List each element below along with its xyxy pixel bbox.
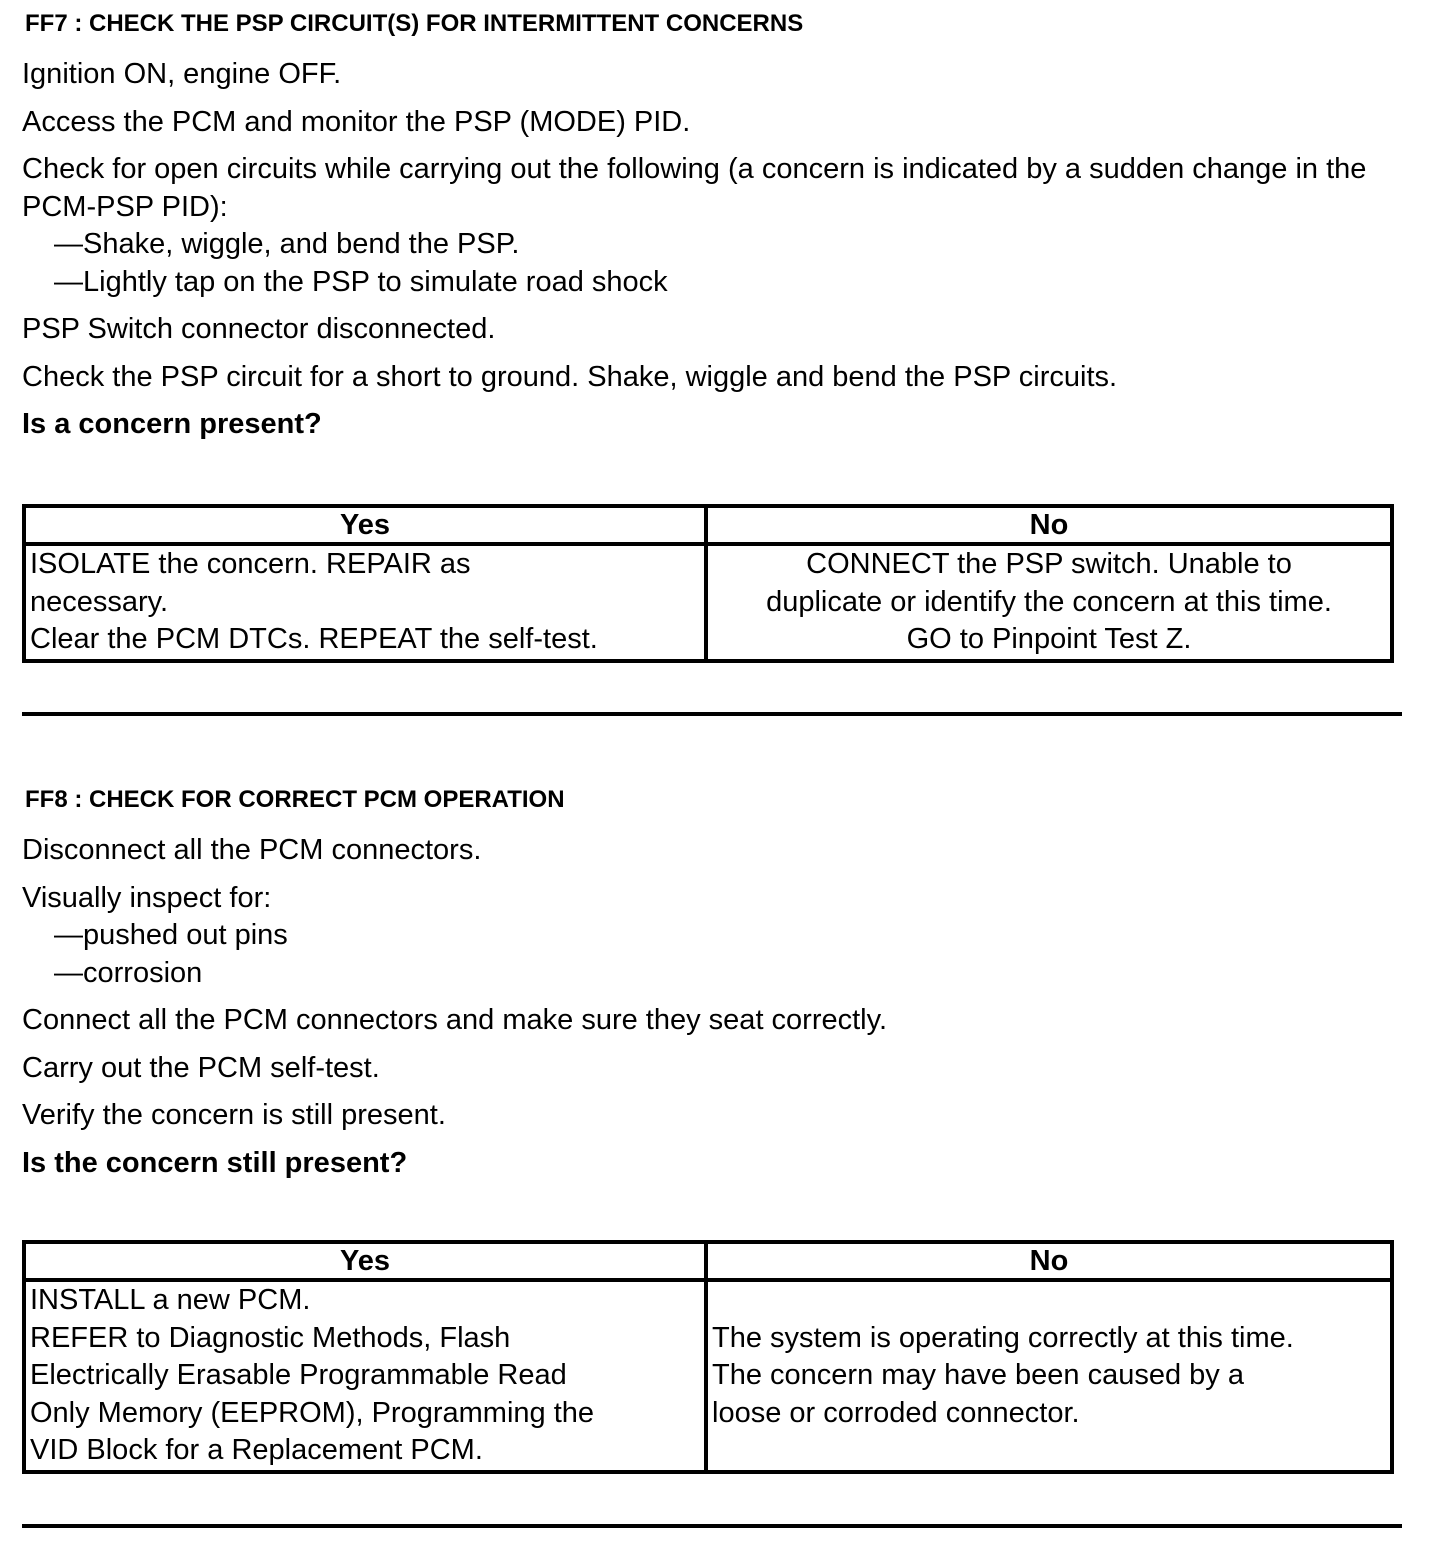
ff7-section — [22, 10, 1402, 444]
ff8-step-4: Carry out the PCM self-test. — [22, 1051, 380, 1084]
ff8-yes-header: Yes — [24, 1242, 706, 1280]
ff8-no-line-3: loose or corroded connector. — [712, 1396, 1080, 1429]
ff8-decision-table — [22, 1240, 1394, 1474]
ff8-yes-line-3: Electrically Erasable Programmable Read — [30, 1359, 567, 1391]
ff8-step-5: Verify the concern is still present. — [22, 1099, 446, 1131]
ff7-yes-header: Yes — [24, 506, 706, 544]
ff8-table-row — [24, 1280, 1392, 1472]
ff8-section — [22, 786, 1402, 1182]
ff7-question: Is a concern present? — [22, 408, 322, 440]
section-divider-bottom — [22, 1524, 1402, 1528]
ff7-step-1: Ignition ON, engine OFF. — [22, 58, 342, 90]
ff7-sub-step-2: —Lightly tap on the PSP to simulate road shock — [54, 265, 668, 298]
ff7-decision-table — [22, 504, 1394, 663]
ff8-step-3: Connect all the PCM connectors and make sure they seat correctly. — [22, 1004, 888, 1036]
ff7-no-line-2: duplicate or identify the concern at this time. — [766, 585, 1332, 618]
ff8-sub-step-2: —corrosion — [54, 956, 203, 989]
ff8-sub-step-1: —pushed out pins — [54, 919, 288, 951]
ff8-no-line-1: The system is operating correctly at this time. — [712, 1321, 1294, 1354]
ff7-yes-cell — [24, 544, 706, 661]
ff7-no-line-1: CONNECT the PSP switch. Unable to — [806, 548, 1292, 580]
ff7-step-5: Check the PSP circuit for a short to ground. Shake, wiggle and bend the PSP circuits. — [22, 360, 1118, 393]
ff7-yes-line-2: necessary. — [30, 585, 169, 618]
ff8-no-header: No — [706, 1242, 1392, 1280]
ff7-table-header-row — [24, 506, 1392, 544]
ff8-yes-line-5: VID Block for a Replacement PCM. — [30, 1434, 483, 1466]
ff8-table-header-row — [24, 1242, 1392, 1280]
ff7-step-3: Check for open circuits while carrying out the following (a concern is indicated by a sudden change in the PCM-PSP PID): — [22, 153, 1367, 223]
section-divider — [22, 712, 1402, 716]
ff7-step-4: PSP Switch connector disconnected. — [22, 313, 496, 345]
ff8-yes-line-2: REFER to Diagnostic Methods, Flash — [30, 1321, 511, 1354]
ff8-yes-cell — [24, 1280, 706, 1472]
ff7-yes-line-3: Clear the PCM DTCs. REPEAT the self-test. — [30, 623, 598, 655]
ff8-step-2: Visually inspect for: — [22, 881, 272, 914]
ff8-title: FF8 : CHECK FOR CORRECT PCM OPERATION — [25, 786, 565, 813]
ff8-yes-line-1: INSTALL a new PCM. — [30, 1284, 311, 1316]
ff7-no-line-3: GO to Pinpoint Test Z. — [906, 623, 1192, 655]
ff7-yes-line-1: ISOLATE the concern. REPAIR as — [30, 548, 471, 580]
ff8-yes-line-4: Only Memory (EEPROM), Programming the — [30, 1396, 595, 1429]
ff7-title: FF7 : CHECK THE PSP CIRCUIT(S) FOR INTERMITTENT CONCERNS — [25, 10, 804, 37]
ff8-step-1: Disconnect all the PCM connectors. — [22, 834, 482, 866]
ff7-step-2: Access the PCM and monitor the PSP (MODE) PID. — [22, 105, 691, 138]
ff8-question: Is the concern still present? — [22, 1146, 408, 1179]
ff8-no-line-2: The concern may have been caused by a — [712, 1359, 1244, 1392]
ff7-table-row — [24, 544, 1392, 661]
ff7-no-cell — [706, 544, 1392, 661]
ff8-no-cell — [706, 1280, 1392, 1472]
ff7-sub-step-1: —Shake, wiggle, and bend the PSP. — [54, 228, 520, 260]
ff7-no-header: No — [706, 506, 1392, 544]
